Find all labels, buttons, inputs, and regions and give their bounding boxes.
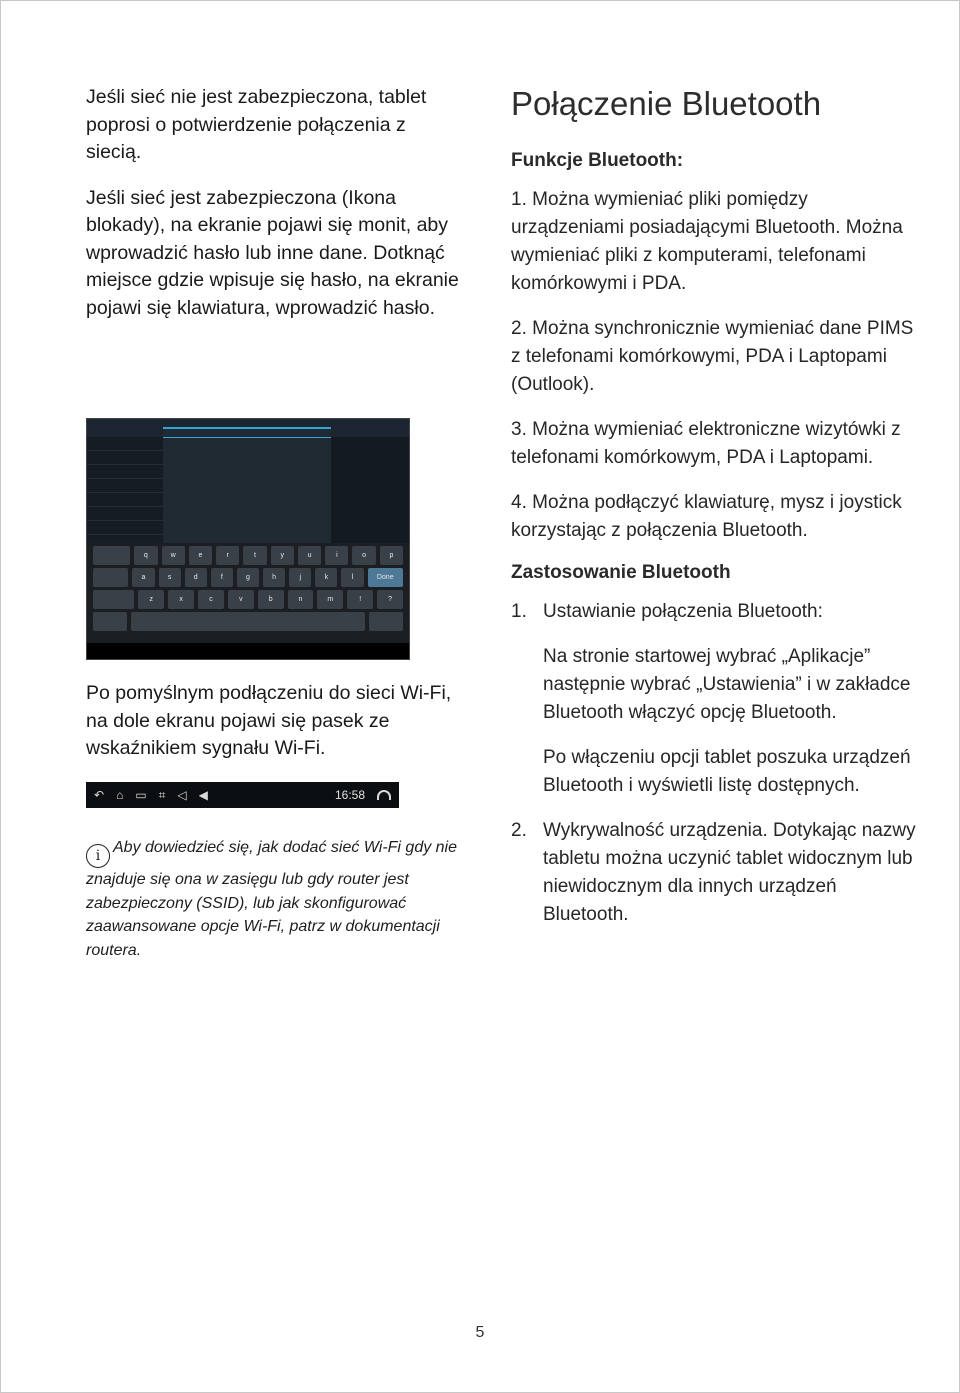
volume-up-icon: ◀ [198, 788, 208, 802]
key-?: ? [377, 590, 403, 609]
key-t: t [243, 546, 266, 565]
list-item: 1. Można wymieniać pliki pomiędzy urządzeniami posiadającymi Bluetooth. Można wymieniać pliki z komputerami, telefonami komórkowymi i PDA. [511, 189, 903, 294]
recent-apps-icon: ▭ [135, 788, 147, 802]
tablet-statusbar-screenshot [86, 782, 399, 808]
tablet-navbar [87, 643, 409, 659]
key-x: x [168, 590, 194, 609]
statusbar-clock: 16:58 [334, 788, 365, 802]
functions-heading: Funkcje Bluetooth: [511, 150, 684, 171]
usage-list [511, 598, 921, 929]
key-m: m [317, 590, 343, 609]
functions-list [511, 186, 921, 545]
key-!: ! [347, 590, 373, 609]
item-text: Wykrywalność urządzenia. Dotykając nazwy tabletu można uczynić tablet widocznym lub niewidocznym dla innych urządzeń Bluetooth. [543, 820, 916, 925]
paragraph-wifi-connected-text: Po pomyślnym podłączeniu do sieci Wi-Fi, na dole ekranu pojawi się pasek ze wskaźnikiem sygnału Wi-Fi. [86, 682, 452, 759]
key-done: Done [368, 568, 403, 587]
key-z: z [138, 590, 164, 609]
key-w: w [162, 546, 185, 565]
paragraph-wifi-connected [86, 680, 466, 763]
wifi-signal-icon [377, 790, 391, 800]
key-c: c [198, 590, 224, 609]
key-f: f [211, 568, 233, 587]
item-number: 1. [511, 601, 527, 622]
key-r: r [216, 546, 239, 565]
key-j: j [289, 568, 311, 587]
key-a: a [132, 568, 154, 587]
list-item [511, 598, 921, 626]
key-mic [93, 612, 127, 631]
key-emoji [369, 612, 403, 631]
left-column [86, 84, 466, 322]
key-h: h [263, 568, 285, 587]
key-d: d [185, 568, 207, 587]
screenshot-icon: ⌗ [158, 787, 166, 802]
paragraph-secured-network: Jeśli sieć jest zabezpieczona (Ikona blokady), na ekranie pojawi się monit, aby wprowadzić hasło lub inne dane. Dotknąć miejsce gdzie wpisuje się hasło, na ekranie pojawi się klawiatura, wprowadzić hasło. [86, 186, 459, 319]
key-s: s [159, 568, 181, 587]
page-title: Połączenie Bluetooth [511, 85, 822, 122]
info-note-text: Aby dowiedzieć się, jak dodać sieć Wi-Fi gdy nie znajduje się ona w zasięgu lub gdy router jest zabezpieczony (SSID), lub jak skonfigurować zaawansowane opcje Wi-Fi, patrz w dokumentacji routera. [86, 839, 458, 959]
item-title: Ustawianie połączenia Bluetooth: [543, 601, 823, 622]
key-b: b [258, 590, 284, 609]
key-g: g [237, 568, 259, 587]
volume-down-icon: ◁ [177, 788, 187, 802]
key-symbols [93, 568, 128, 587]
key-y: y [271, 546, 294, 565]
key-tab [93, 546, 130, 565]
key-p: p [380, 546, 403, 565]
usage-heading: Zastosowanie Bluetooth [511, 562, 731, 583]
key-e: e [189, 546, 212, 565]
list-item [511, 817, 921, 929]
key-q: q [134, 546, 157, 565]
right-column [511, 84, 921, 929]
key-space [131, 612, 366, 631]
key-u: u [298, 546, 321, 565]
tablet-right-panel [331, 437, 409, 555]
list-item: 4. Można podłączyć klawiaturę, mysz i joystick korzystając z połączenia Bluetooth. [511, 492, 902, 541]
key-n: n [288, 590, 314, 609]
tablet-keyboard [87, 543, 409, 643]
key-v: v [228, 590, 254, 609]
info-icon: i [86, 844, 110, 868]
key-i: i [325, 546, 348, 565]
paragraph-unsecured-network: Jeśli sieć nie jest zabezpieczona, tablet poprosi o potwierdzenie połączenia z siecią. [86, 86, 427, 163]
list-item: 2. Można synchronicznie wymieniać dane PIMS z telefonami komórkowymi, PDA i Laptopami (Outlook). [511, 318, 914, 395]
key-shift [93, 590, 134, 609]
page-number: 5 [475, 1324, 485, 1341]
key-l: l [341, 568, 363, 587]
home-icon: ⌂ [116, 788, 124, 802]
item-number: 2. [511, 820, 527, 841]
tablet-settings-list [87, 437, 163, 555]
key-o: o [352, 546, 375, 565]
usage-instruction: Na stronie startowej wybrać „Aplikacje” następnie wybrać „Ustawienia” i w zakładce Bluetooth włączyć opcję Bluetooth. [543, 646, 911, 723]
info-note [86, 836, 466, 962]
list-item: 3. Można wymieniać elektroniczne wizytówki z telefonami komórkowym, PDA i Laptopami. [511, 419, 901, 468]
back-icon: ↶ [94, 788, 105, 802]
tablet-password-dialog [163, 427, 331, 545]
usage-instruction: Po włączeniu opcji tablet poszuka urządzeń Bluetooth i wyświetli listę dostępnych. [543, 747, 911, 796]
tablet-wifi-password-screenshot [86, 418, 410, 660]
key-k: k [315, 568, 337, 587]
